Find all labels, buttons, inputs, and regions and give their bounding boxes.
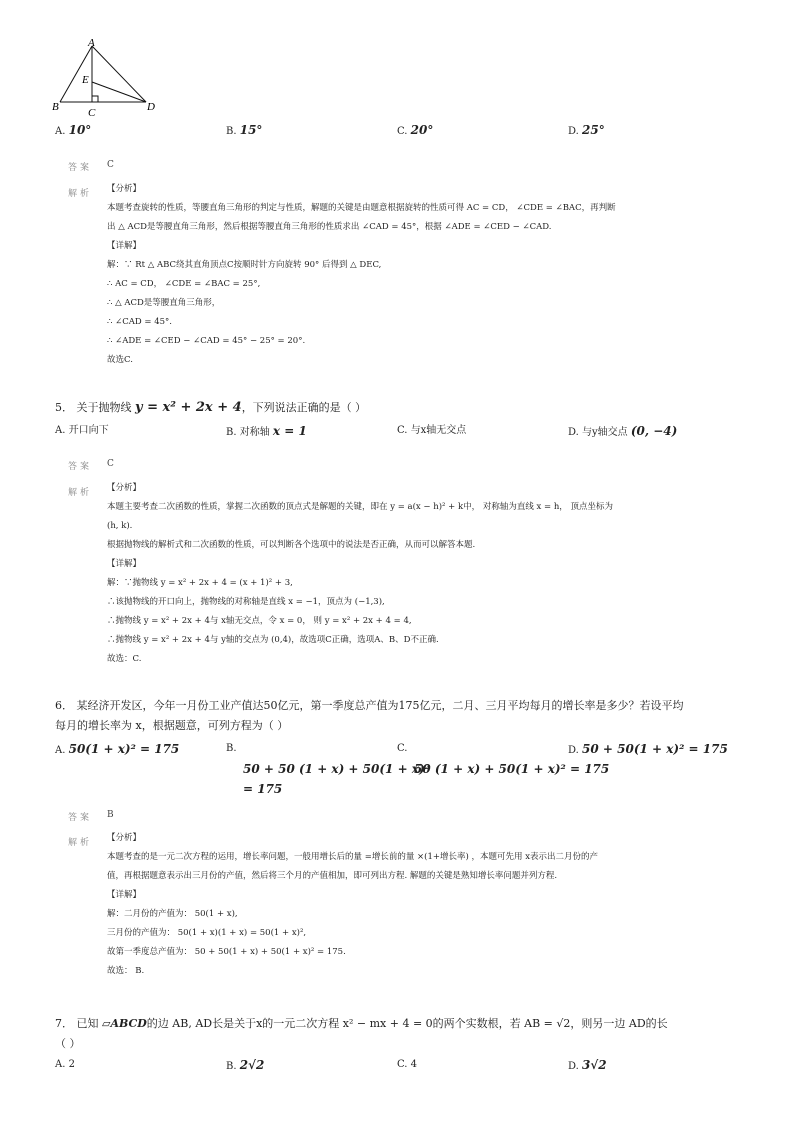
analysis-line: 解：∵ Rt △ ABC绕其直角顶点C按顺时针方向旋转 90° 后得到 △ DEC, <box>107 260 382 270</box>
q4-answer-label: 答案 <box>68 163 93 173</box>
q5-stem: 5． 关于抛物线 y = x² + 2x + 4，下列说法正确的是（ ） <box>55 400 367 415</box>
q7-option-c[interactable]: C. 4 <box>397 1059 418 1070</box>
analysis-line: 【详解】 <box>107 241 142 251</box>
q6-stem-line-2: 每月的增长率为 x，根据题意，可列方程为（ ） <box>55 719 289 732</box>
analysis-line: 故选C. <box>107 355 133 365</box>
analysis-line: 故第一季度总产值为： 50 + 50(1 + x) + 50(1 + x)² = 175. <box>107 947 346 957</box>
q4-answer: C <box>107 160 114 170</box>
q6-stem-line-1: 6． 某经济开发区，今年一月份工业产值达50亿元，第一季度总产值为175亿元，二月、三月平均每月的增长率是多少？若设平均 <box>55 699 684 712</box>
q6-option-b[interactable]: 50 + 50 (1 + x) + 50(1 + x)² = 175 <box>243 762 430 796</box>
q6-analysis <box>107 829 598 981</box>
q7-stem-line-1: 7． 已知 ▱ABCD的边 AB, AD长是关于x的一元二次方程 x² − mx + 4 = 0的两个实数根，若 AB = √2，则另一边 AD的长 <box>55 1017 668 1030</box>
analysis-line: (h, k). <box>107 521 133 531</box>
analysis-line: 【详解】 <box>107 559 142 569</box>
q4-option-d[interactable]: D. 25° <box>568 123 605 137</box>
q4-option-a[interactable]: A. 10° <box>55 123 92 137</box>
q6-option-b-letter[interactable]: B. <box>226 743 237 754</box>
vertex-c-label: C <box>88 107 96 119</box>
analysis-line: ∴ AC = CD， ∠CDE = ∠BAC = 25°, <box>107 279 261 289</box>
analysis-line: 解：二月份的产值为： 50(1 + x), <box>107 909 238 919</box>
q7-option-a[interactable]: A. 2 <box>55 1059 75 1070</box>
triangle-figure <box>50 36 170 120</box>
q6-option-a[interactable]: A. 50(1 + x)² = 175 <box>55 742 180 756</box>
analysis-line: ∴ ∠ADE = ∠CED − ∠CAD = 45° − 25° = 20°. <box>107 336 306 346</box>
q6-answer-label: 答案 <box>68 813 93 823</box>
q5-analysis <box>107 479 613 669</box>
q4-option-b[interactable]: B. 15° <box>226 123 263 137</box>
analysis-line: ∴抛物线 y = x² + 2x + 4与 x轴无交点，令 x = 0， 则 y = x² + 2x + 4 = 4, <box>107 616 412 626</box>
analysis-line: ∴抛物线 y = x² + 2x + 4与 y轴的交点为 (0,4)，故选项C正确，选项A、B、D不正确. <box>107 635 439 645</box>
analysis-line: 值，再根据题意表示出三月份的产值，然后将三个月的产值相加，即可列出方程. 解题的关键是熟知增长率问题并列方程. <box>107 871 558 881</box>
q7-option-b[interactable]: B. 2√2 <box>226 1058 265 1072</box>
q6-analysis-label: 解析 <box>68 838 93 848</box>
q5-answer-label: 答案 <box>68 462 93 472</box>
vertex-a-label: A <box>88 37 95 49</box>
analysis-line: 故选：C. <box>107 654 142 664</box>
vertex-d-label: D <box>147 101 155 113</box>
analysis-line: 本题考查的是一元二次方程的运用，增长率问题，一般用增长后的量 =增长前的量 ×(1+增长率) ，本题可先用 x表示出二月份的产 <box>107 852 599 862</box>
analysis-line: 【分析】 <box>107 184 142 194</box>
analysis-line: ∴ ∠CAD = 45°. <box>107 317 172 327</box>
vertex-b-label: B <box>52 101 59 113</box>
analysis-line: 本题主要考查二次函数的性质，掌握二次函数的顶点式是解题的关键，即在 y = a(x − h)² + k中， 对称轴为直线 x = h， 顶点坐标为 <box>107 502 614 512</box>
q5-answer: C <box>107 459 114 469</box>
q5-option-c[interactable]: C. 与x轴无交点 <box>397 425 467 436</box>
analysis-line: ∴该抛物线的开口向上，抛物线的对称轴是直线 x = −1，顶点为 (−1,3), <box>107 597 385 607</box>
q7-stem-line-2: （ ） <box>55 1037 81 1050</box>
analysis-line: 解：∵抛物线 y = x² + 2x + 4 = (x + 1)² + 3, <box>107 578 293 588</box>
q6-answer: B <box>107 810 114 820</box>
analysis-line: 【分析】 <box>107 833 142 843</box>
q5-analysis-label: 解析 <box>68 488 93 498</box>
analysis-line: 【详解】 <box>107 890 142 900</box>
analysis-line: ∴ △ ACD是等腰直角三角形， <box>107 298 221 308</box>
analysis-line: 故选： B. <box>107 966 145 976</box>
analysis-line: 出 △ ACD是等腰直角三角形，然后根据等腰直角三角形的性质求出 ∠CAD = 45°，根据 ∠ADE = ∠CED − ∠CAD. <box>107 222 552 232</box>
q4-analysis <box>107 180 616 370</box>
q6-option-c-letter[interactable]: C. <box>397 743 408 754</box>
q5-option-a[interactable]: A. 开口向下 <box>55 425 109 436</box>
analysis-line: 本题考查旋转的性质，等腰直角三角形的判定与性质，解题的关键是由题意根据旋转的性质可得 AC = CD， ∠CDE = ∠BAC，再判断 <box>107 203 616 213</box>
q7-option-d[interactable]: D. 3√2 <box>568 1058 607 1072</box>
q6-option-d[interactable]: D. 50 + 50(1 + x)² = 175 <box>568 742 728 756</box>
analysis-line: 三月份的产值为： 50(1 + x)(1 + x) = 50(1 + x)², <box>107 928 307 938</box>
analysis-line: 【分析】 <box>107 483 142 493</box>
q4-analysis-label: 解析 <box>68 189 93 199</box>
q4-option-c[interactable]: C. 20° <box>397 123 434 137</box>
q6-option-c[interactable]: 50 (1 + x) + 50(1 + x)² = 175 <box>414 762 610 776</box>
q5-option-b[interactable]: B. 对称轴 x = 1 <box>226 424 307 438</box>
q5-option-d[interactable]: D. 与y轴交点 (0, −4) <box>568 424 678 438</box>
vertex-e-label: E <box>82 74 89 86</box>
analysis-line: 根据抛物线的解析式和二次函数的性质，可以判断各个选项中的说法是否正确，从而可以解答本题. <box>107 540 476 550</box>
